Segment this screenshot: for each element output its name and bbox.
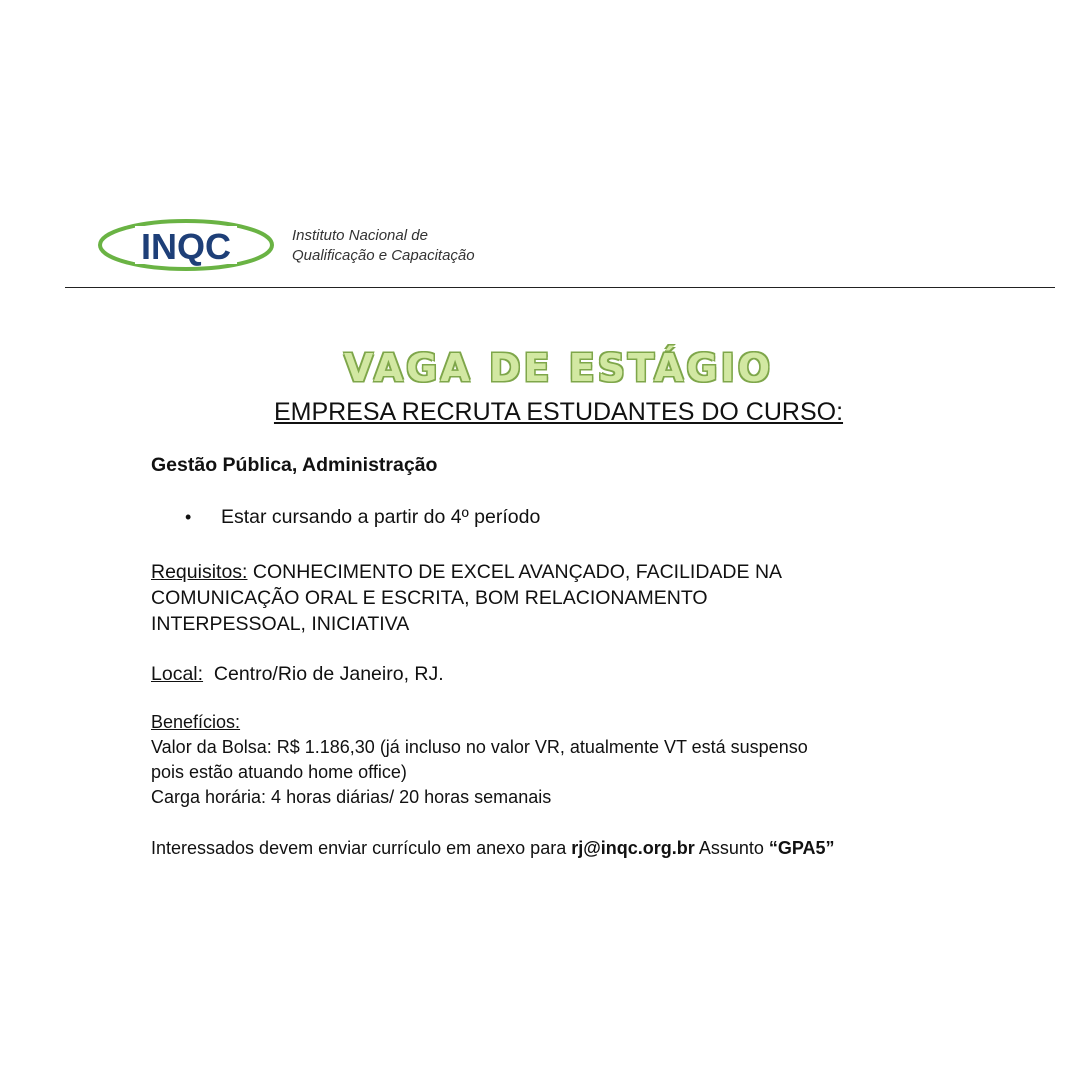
- contact-subject-label: Assunto: [698, 838, 764, 858]
- requirements-line-3: INTERPESSOAL, INICIATIVA: [151, 613, 410, 635]
- contact: [151, 835, 951, 861]
- job-details: [151, 452, 951, 861]
- requirements: [151, 559, 951, 637]
- logo-text: INQC: [141, 226, 231, 267]
- header: [95, 216, 535, 276]
- institute-line-2: Qualificação e Capacitação: [292, 247, 475, 264]
- benefits-line-1: Valor da Bolsa: R$ 1.186,30 (já incluso no valor VR, atualmente VT está suspenso: [151, 737, 808, 757]
- requirements-label: Requisitos:: [151, 561, 248, 583]
- location-label: Local:: [151, 663, 204, 685]
- header-divider: [65, 287, 1055, 288]
- inqc-logo: [95, 216, 277, 274]
- bullet-item: • Estar cursando a partir do 4º período: [221, 504, 951, 530]
- contact-prefix: Interessados devem enviar currículo em anexo para: [151, 838, 567, 858]
- benefits-line-2: pois estão atuando home office): [151, 762, 407, 782]
- location: [151, 661, 951, 687]
- page-title: VAGA DE ESTÁGIO: [343, 346, 774, 390]
- location-text: Centro/Rio de Janeiro, RJ.: [213, 663, 444, 685]
- institute-line-1: Instituto Nacional de: [292, 227, 428, 244]
- institute-name: [292, 226, 475, 266]
- contact-subject: “GPA5”: [768, 838, 835, 858]
- benefits-label: Benefícios:: [151, 712, 241, 732]
- benefits: [151, 710, 951, 810]
- requirements-text: CONHECIMENTO DE EXCEL AVANÇADO, FACILIDADE NA: [252, 561, 783, 583]
- contact-email[interactable]: rj@inqc.org.br: [571, 838, 695, 858]
- benefits-line-3: Carga horária: 4 horas diárias/ 20 horas semanais: [151, 787, 552, 807]
- courses: Gestão Pública, Administração: [151, 454, 438, 476]
- page-subtitle: EMPRESA RECRUTA ESTUDANTES DO CURSO:: [273, 398, 844, 426]
- bullet-list: [151, 504, 951, 530]
- requirements-line-2: COMUNICAÇÃO ORAL E ESCRITA, BOM RELACIONAMENTO: [151, 587, 708, 609]
